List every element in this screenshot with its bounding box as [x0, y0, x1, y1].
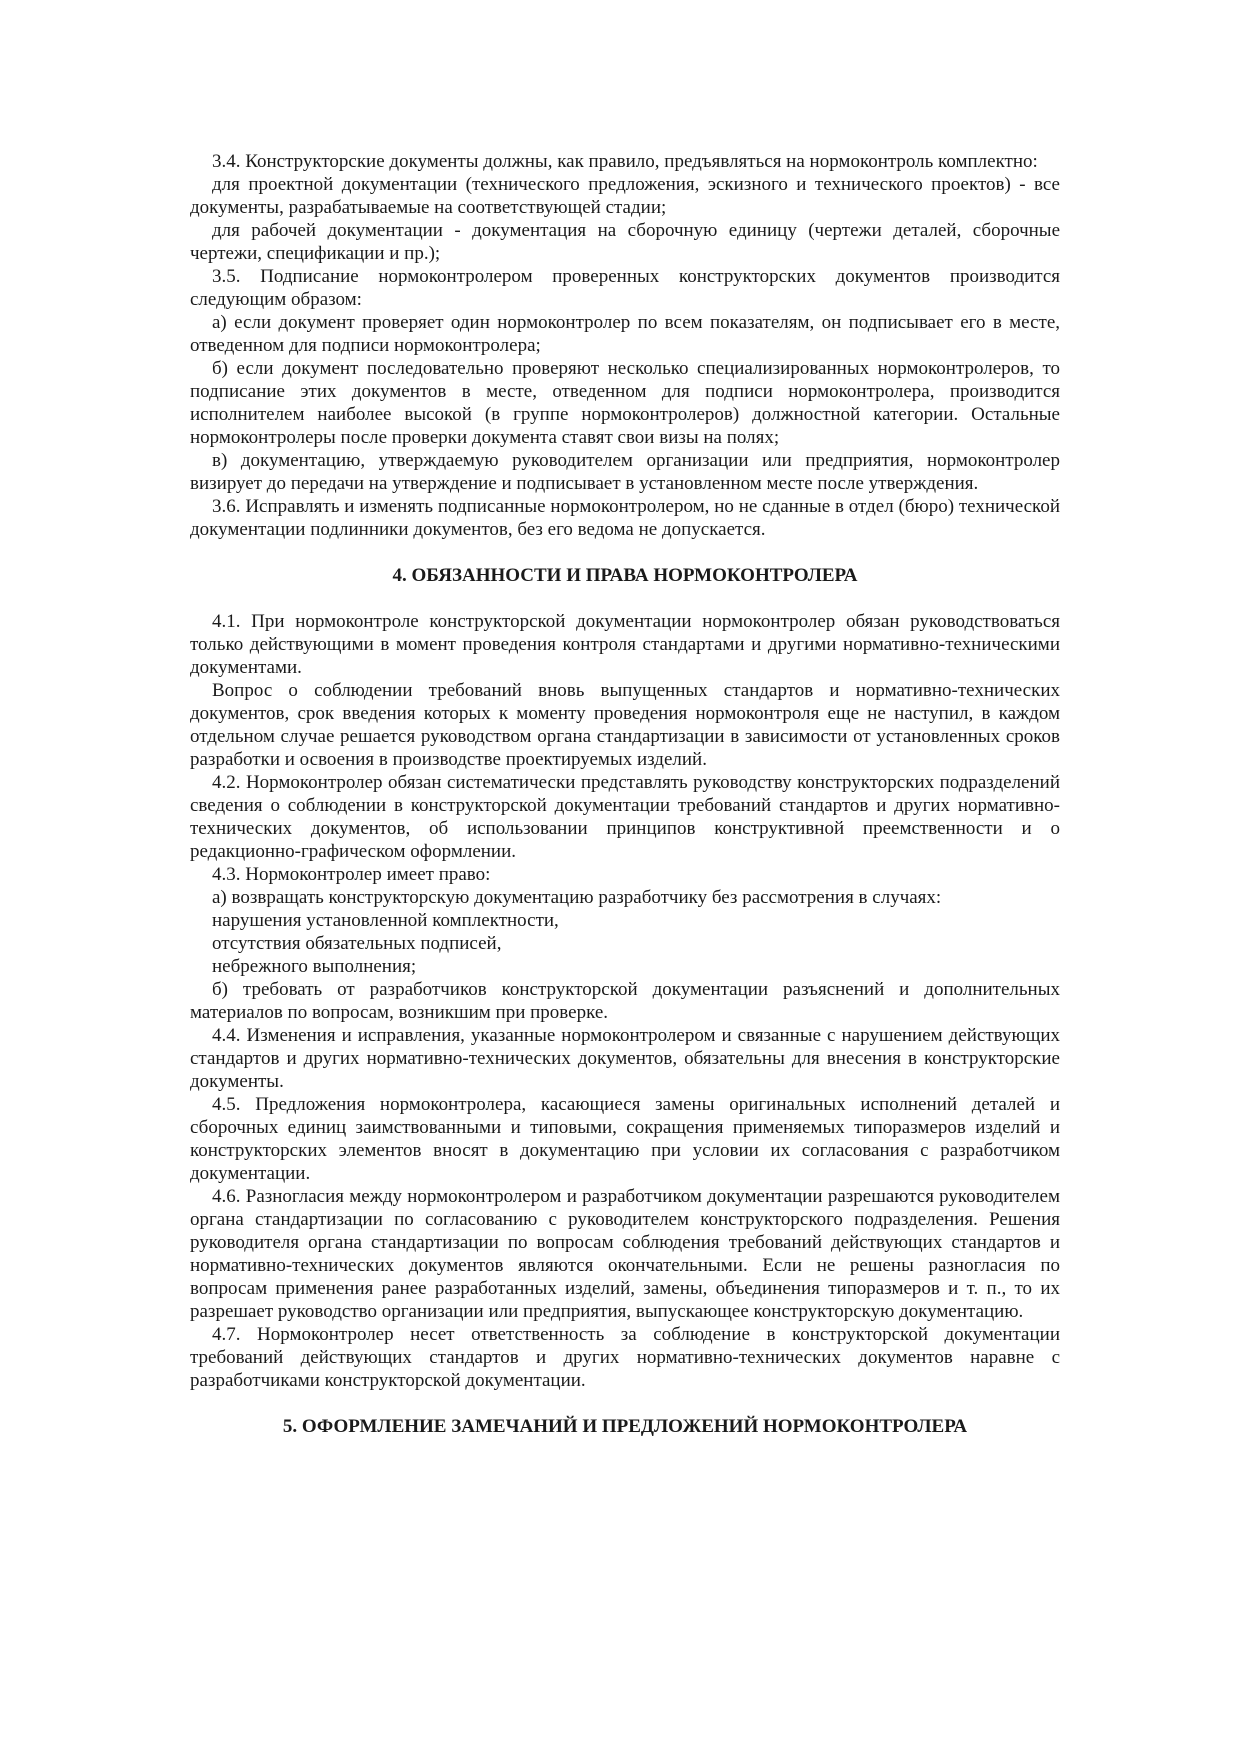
- paragraph-3-5-a: а) если документ проверяет один нормоконтролер по всем показателям, он подписывает его в месте, отведенном для подписи нормоконтролера;: [190, 312, 1060, 356]
- paragraph-4-3: 4.3. Нормоконтролер имеет право:: [212, 864, 491, 885]
- paragraph-3-6: 3.6. Исправлять и изменять подписанные нормоконтролером, но не сданные в отдел (бюро) технической документации подлинники документов, без его ведома не допускается.: [190, 496, 1060, 540]
- paragraph-4-5: 4.5. Предложения нормоконтролера, касающиеся замены оригинальных исполнений деталей и сборочных единиц заимствованными и типовыми, сокращения применяемых типоразмеров изделий и конструкторских элементов вносят в документацию при условии их согласования с разработчиком документации.: [190, 1094, 1060, 1184]
- section-4-heading: 4. ОБЯЗАННОСТИ И ПРАВА НОРМОКОНТРОЛЕРА: [392, 565, 858, 586]
- paragraph-3-5-v: в) документацию, утверждаемую руководителем организации или предприятия, нормоконтролер визирует до передачи на утверждение и подписывает в установленном месте после утверждения.: [190, 450, 1060, 494]
- paragraph-4-2: 4.2. Нормоконтролер обязан систематически представлять руководству конструкторских подразделений сведения о соблюдении в конструкторской документации требований стандартов и других нормативно-технических документов, об использовании принципов конструктивной преемственности и о редакционно-графическом оформлении.: [190, 772, 1060, 862]
- paragraph-4-3-b: б) требовать от разработчиков конструкторской документации разъяснений и дополнительных материалов по вопросам, возникшим при проверке.: [190, 979, 1060, 1023]
- paragraph-4-3-a-item-3: небрежного выполнения;: [212, 956, 417, 977]
- paragraph-3-5: 3.5. Подписание нормоконтролером проверенных конструкторских документов производится следующим образом:: [190, 266, 1060, 310]
- paragraph-4-3-a-item-1: нарушения установленной комплектности,: [212, 910, 559, 931]
- paragraph-4-6: 4.6. Разногласия между нормоконтролером и разработчиком документации разрешаются руководителем органа стандартизации по согласованию с руководителем конструкторского подразделения. Решения руководителя органа стандартизации по вопросам соблюдения требований действующих стандартов и нормативно-технических документов являются окончательными. Если не решены разногласия по вопросам применения ранее разработанных изделий, замены, объединения типоразмеров и т. п., то их разрешает руководство организации или предприятия, выпускающее конструкторскую документацию.: [190, 1186, 1060, 1322]
- paragraph-3-4-working-docs: для рабочей документации - документация на сборочную единицу (чертежи деталей, сборочные чертежи, спецификации и пр.);: [190, 220, 1060, 264]
- paragraph-4-1-new-standards: Вопрос о соблюдении требований вновь выпущенных стандартов и нормативно-технических документов, срок введения которых к моменту проведения нормоконтроля еще не наступил, в каждом отдельном случае решается руководством органа стандартизации в зависимости от установленных сроков разработки и освоения в производстве проектируемых изделий.: [190, 680, 1060, 770]
- paragraph-4-3-a: а) возвращать конструкторскую документацию разработчику без рассмотрения в случаях:: [212, 887, 942, 908]
- section-5-heading: 5. ОФОРМЛЕНИЕ ЗАМЕЧАНИЙ И ПРЕДЛОЖЕНИЙ НОРМОКОНТРОЛЕРА: [282, 1416, 968, 1437]
- paragraph-3-4-project-docs: для проектной документации (технического предложения, эскизного и технического проектов) - все документы, разрабатываемые на соответствующей стадии;: [190, 174, 1060, 218]
- paragraph-4-3-a-item-2: отсутствия обязательных подписей,: [212, 933, 502, 954]
- paragraph-4-4: 4.4. Изменения и исправления, указанные нормоконтролером и связанные с нарушением действующих стандартов и других нормативно-технических документов, обязательны для внесения в конструкторские документы.: [190, 1025, 1060, 1092]
- document-page: [190, 150, 1060, 1438]
- paragraph-3-4: 3.4. Конструкторские документы должны, как правило, предъявляться на нормоконтроль комплектно:: [212, 151, 1038, 172]
- paragraph-4-7: 4.7. Нормоконтролер несет ответственность за соблюдение в конструкторской документации требований действующих стандартов и других нормативно-технических документов наравне с разработчиками конструкторской документации.: [190, 1324, 1060, 1391]
- paragraph-4-1: 4.1. При нормоконтроле конструкторской документации нормоконтролер обязан руководствоваться только действующими в момент проведения контроля стандартами и другими нормативно-техническими документами.: [190, 611, 1060, 678]
- paragraph-3-5-b: б) если документ последовательно проверяют несколько специализированных нормоконтролеров, то подписание этих документов в месте, отведенном для подписи нормоконтролера, производится исполнителем наиболее высокой (в группе нормоконтролеров) должностной категории. Остальные нормоконтролеры после проверки документа ставят свои визы на полях;: [190, 358, 1060, 448]
